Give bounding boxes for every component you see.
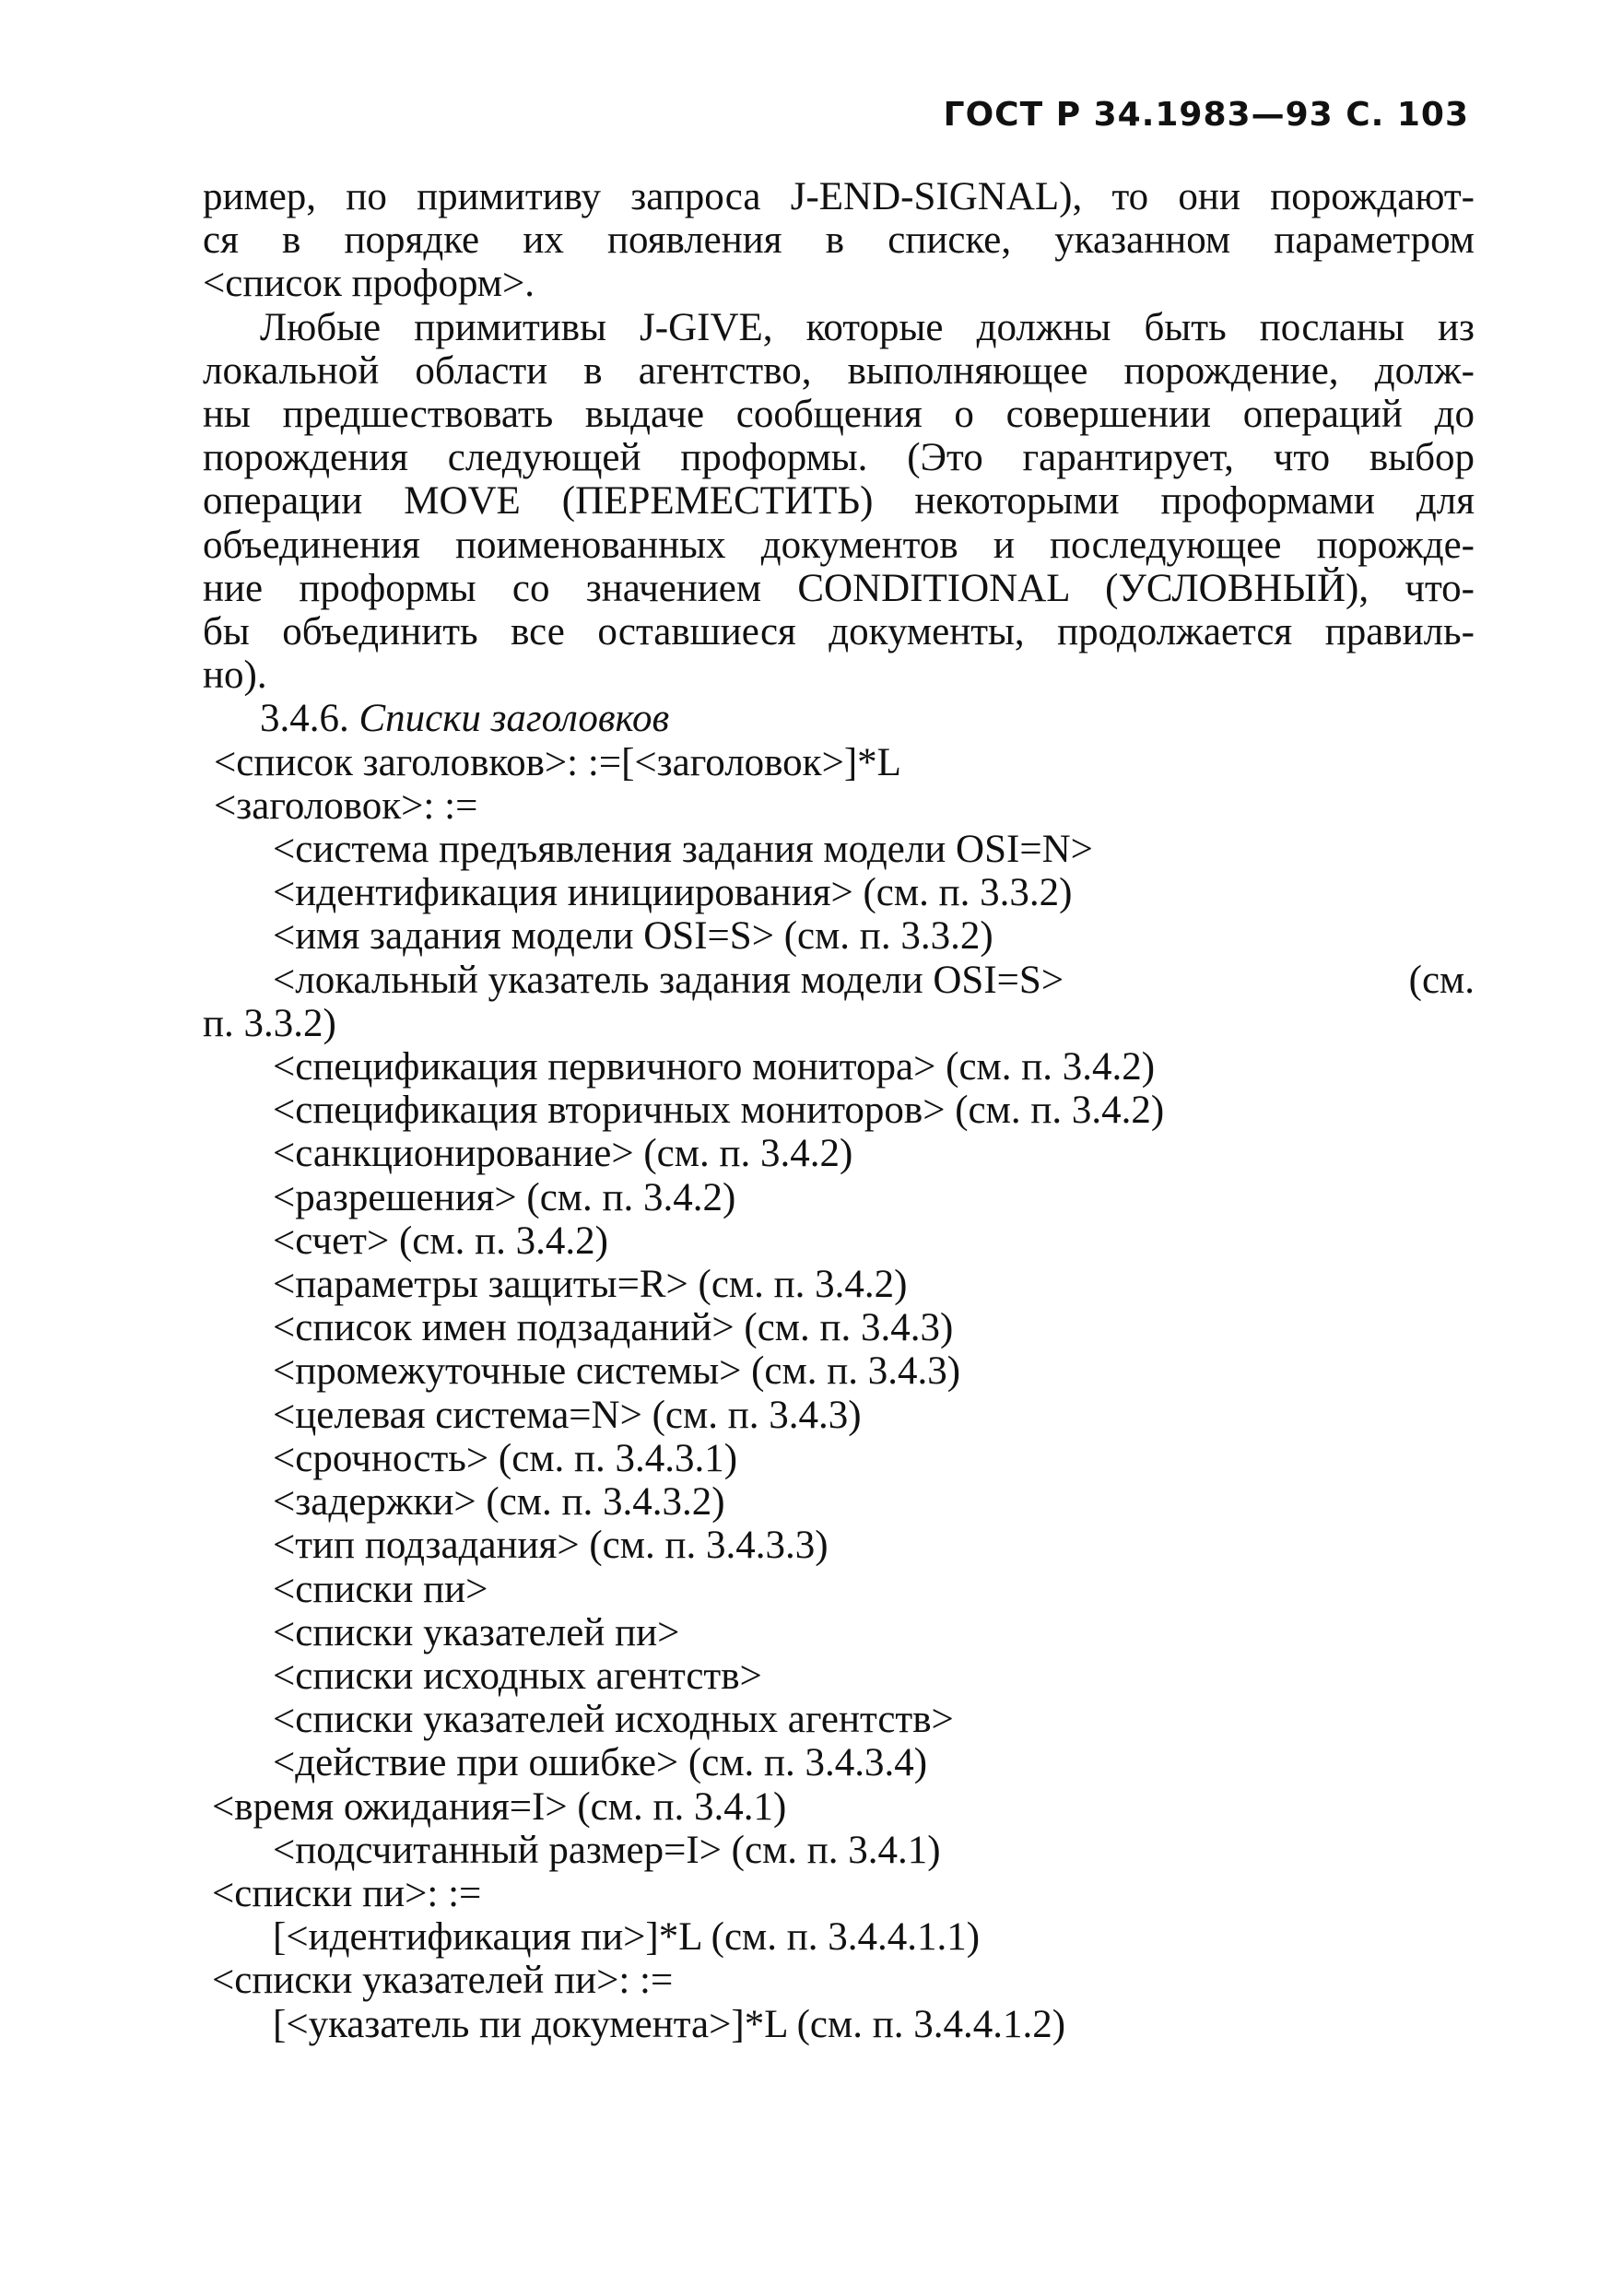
grammar-definition: [<идентификация пи>]*L (см. п. 3.4.4.1.1) [273, 1915, 981, 1960]
grammar-item: <имя задания модели OSI=S> (см. п. 3.3.2) [273, 914, 993, 959]
grammar-item: <санкционирование> (см. п. 3.4.2) [273, 1132, 853, 1176]
grammar-item: <тип подзадания> (см. п. 3.4.3.3) [273, 1524, 829, 1568]
grammar-ref-continuation: п. 3.3.2) [203, 1001, 336, 1045]
text-line: но). [203, 653, 267, 698]
grammar-item: <локальный указатель задания модели OSI=S> [273, 958, 1064, 1002]
text-line: ся в порядке их появления в списке, указанном параметром [203, 218, 1475, 263]
grammar-item: <идентификация инициирования> (см. п. 3.3.2) [273, 871, 1073, 915]
text-line: ример, по примитиву запроса J-END-SIGNAL), то они порождают- [203, 175, 1475, 218]
grammar-item: <разрешения> (см. п. 3.4.2) [273, 1175, 736, 1219]
grammar-item: <задержки> (см. п. 3.4.3.2) [273, 1480, 725, 1525]
grammar-item: <система предъявления задания модели OSI=N> [273, 828, 1093, 872]
section-title: Списки заголовков [358, 697, 670, 741]
text-line: ние проформы со значением CONDITIONAL (УСЛОВНЫЙ), что- [203, 566, 1475, 610]
page-header: ГОСТ Р 34.1983—93 С. 103 [943, 96, 1469, 134]
section-heading [203, 697, 1475, 740]
grammar-rule: <списки пи>: := [212, 1871, 482, 1915]
grammar-item: <счет> (см. п. 3.4.2) [273, 1219, 608, 1263]
grammar-rule: <заголовок>: := [214, 783, 478, 828]
text-line: бы объединить все оставшиеся документы, продолжается правиль- [203, 610, 1475, 654]
grammar-rule: <список заголовков>: :=[<заголовок>]*L [214, 740, 901, 784]
body-text [203, 175, 1475, 2046]
grammar-item: <подсчитанный размер=I> (см. п. 3.4.1) [273, 1828, 941, 1872]
grammar-ref: (см. [1408, 958, 1475, 1002]
grammar-item: <спецификация первичного монитора> (см. п. 3.4.2) [273, 1045, 1156, 1089]
grammar-item: <время ожидания=I> (см. п. 3.4.1) [212, 1784, 787, 1829]
grammar-item: <списки исходных агентств> [273, 1654, 762, 1698]
grammar-item: <действие при ошибке> (см. п. 3.4.3.4) [273, 1741, 928, 1785]
grammar-item: <промежуточные системы> (см. п. 3.4.3) [273, 1349, 961, 1394]
text-line: Любые примитивы J-GIVE, которые должны быть посланы из [260, 305, 1475, 349]
grammar-rule: <списки указателей пи>: := [212, 1959, 674, 2003]
text-line: порождения следующей проформы. (Это гарантирует, что выбор [203, 436, 1475, 480]
paragraph-2 [203, 306, 1475, 698]
text-line: объединения поименованных документов и последующее порожде- [203, 523, 1475, 567]
grammar-item-split [203, 959, 1475, 1002]
text-line: локальной области в агентство, выполняющее порождение, долж- [203, 348, 1475, 393]
grammar-item: <списки указателей пи> [273, 1610, 680, 1654]
text-line: операции MOVE (ПЕРЕМЕСТИТЬ) некоторыми проформами для [203, 479, 1475, 524]
grammar-definition: [<указатель пи документа>]*L (см. п. 3.4.4.1.2) [273, 2002, 1066, 2046]
grammar-item: <список имен подзаданий> (см. п. 3.4.3) [273, 1306, 954, 1350]
section-number: 3.4.6. [260, 697, 349, 741]
grammar-item: <спецификация вторичных мониторов> (см. п. 3.4.2) [273, 1089, 1165, 1133]
text-line: ны предшествовать выдаче сообщения о совершении операций до [203, 393, 1475, 437]
grammar-item: <целевая система=N> (см. п. 3.4.3) [273, 1393, 862, 1437]
text-line: <список проформ>. [203, 262, 535, 306]
grammar-item: <списки пи> [273, 1567, 488, 1611]
grammar-item: <параметры защиты=R> (см. п. 3.4.2) [273, 1263, 908, 1307]
paragraph-1 [203, 175, 1475, 306]
grammar-item: <срочность> (см. п. 3.4.3.1) [273, 1436, 738, 1480]
grammar-item: <списки указателей исходных агентств> [273, 1698, 954, 1742]
